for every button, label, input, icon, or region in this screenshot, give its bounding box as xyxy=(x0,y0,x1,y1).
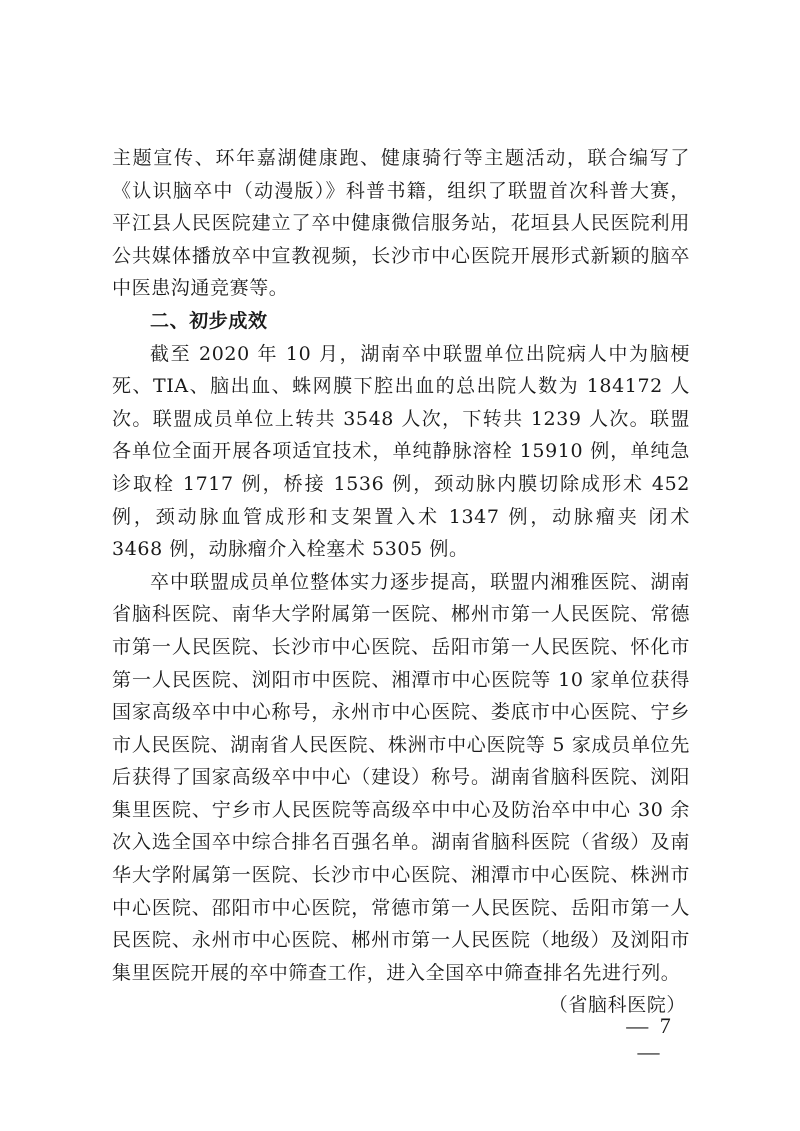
section-heading: 二、初步成效 xyxy=(150,309,268,332)
body-text xyxy=(112,142,690,1022)
paragraph-statistics: 截至 2020 年 10 月，湖南卒中联盟单位出院病人中为脑梗死、TIA、脑出血、蛛网膜下腔出血的总出院人数为 184172 人次。联盟成员单位上转共 3548 人次，下转共 1239 人次。联盟各单位全面开展各项适宜技术，单纯静脉溶栓 15910 例，单纯急诊取栓 1717 例，桥接 1536 例，颈动脉内膜切除成形术 452 例，颈动脉血管成形和支架置入术 1347 例，动脉瘤夹 闭术 3468 例，动脉瘤介入栓塞术 5305 例。 xyxy=(112,342,690,561)
source-attribution: （省脑科医院） xyxy=(548,994,686,1017)
paragraph-activities: 主题宣传、环年嘉湖健康跑、健康骑行等主题活动，联合编写了《认识脑卒中（动漫版）》科普书籍，组织了联盟首次科普大赛，平江县人民医院建立了卒中健康微信服务站，花垣县人民医院利用公共媒体播放卒中宣教视频，长沙市中心医院开展形式新颖的脑卒中医患沟通竞赛等。 xyxy=(112,147,690,300)
page-number: — 7 — xyxy=(626,1013,674,1064)
paragraph-achievements: 卒中联盟成员单位整体实力逐步提高，联盟内湘雅医院、湖南省脑科医院、南华大学附属第一医院、郴州市第一人民医院、常德市第一人民医院、长沙市中心医院、岳阳市第一人民医院、怀化市第一人民医院、浏阳市中医院、湘潭市中心医院等 10 家单位获得国家高级卒中中心称号，永州市中心医院、娄底市中心医院、宁乡市人民医院、湖南省人民医院、株洲市中心医院等 5 家成员单位先后获得了国家高级卒中中心（建设）称号。湖南省脑科医院、浏阳集里医院、宁乡市人民医院等高级卒中中心及防治卒中中心 30 余次入选全国卒中综合排名百强名单。湖南省脑科医院（省级）及南华大学附属第一医院、长沙市中心医院、湘潭市中心医院、株洲市中心医院、邵阳市中心医院，常德市第一人民医院、岳阳市第一人民医院、永州市中心医院、郴州市第一人民医院（地级）及浏阳市集里医院开展的卒中筛查工作，进入全国卒中筛查排名先进行列。 xyxy=(112,570,690,984)
